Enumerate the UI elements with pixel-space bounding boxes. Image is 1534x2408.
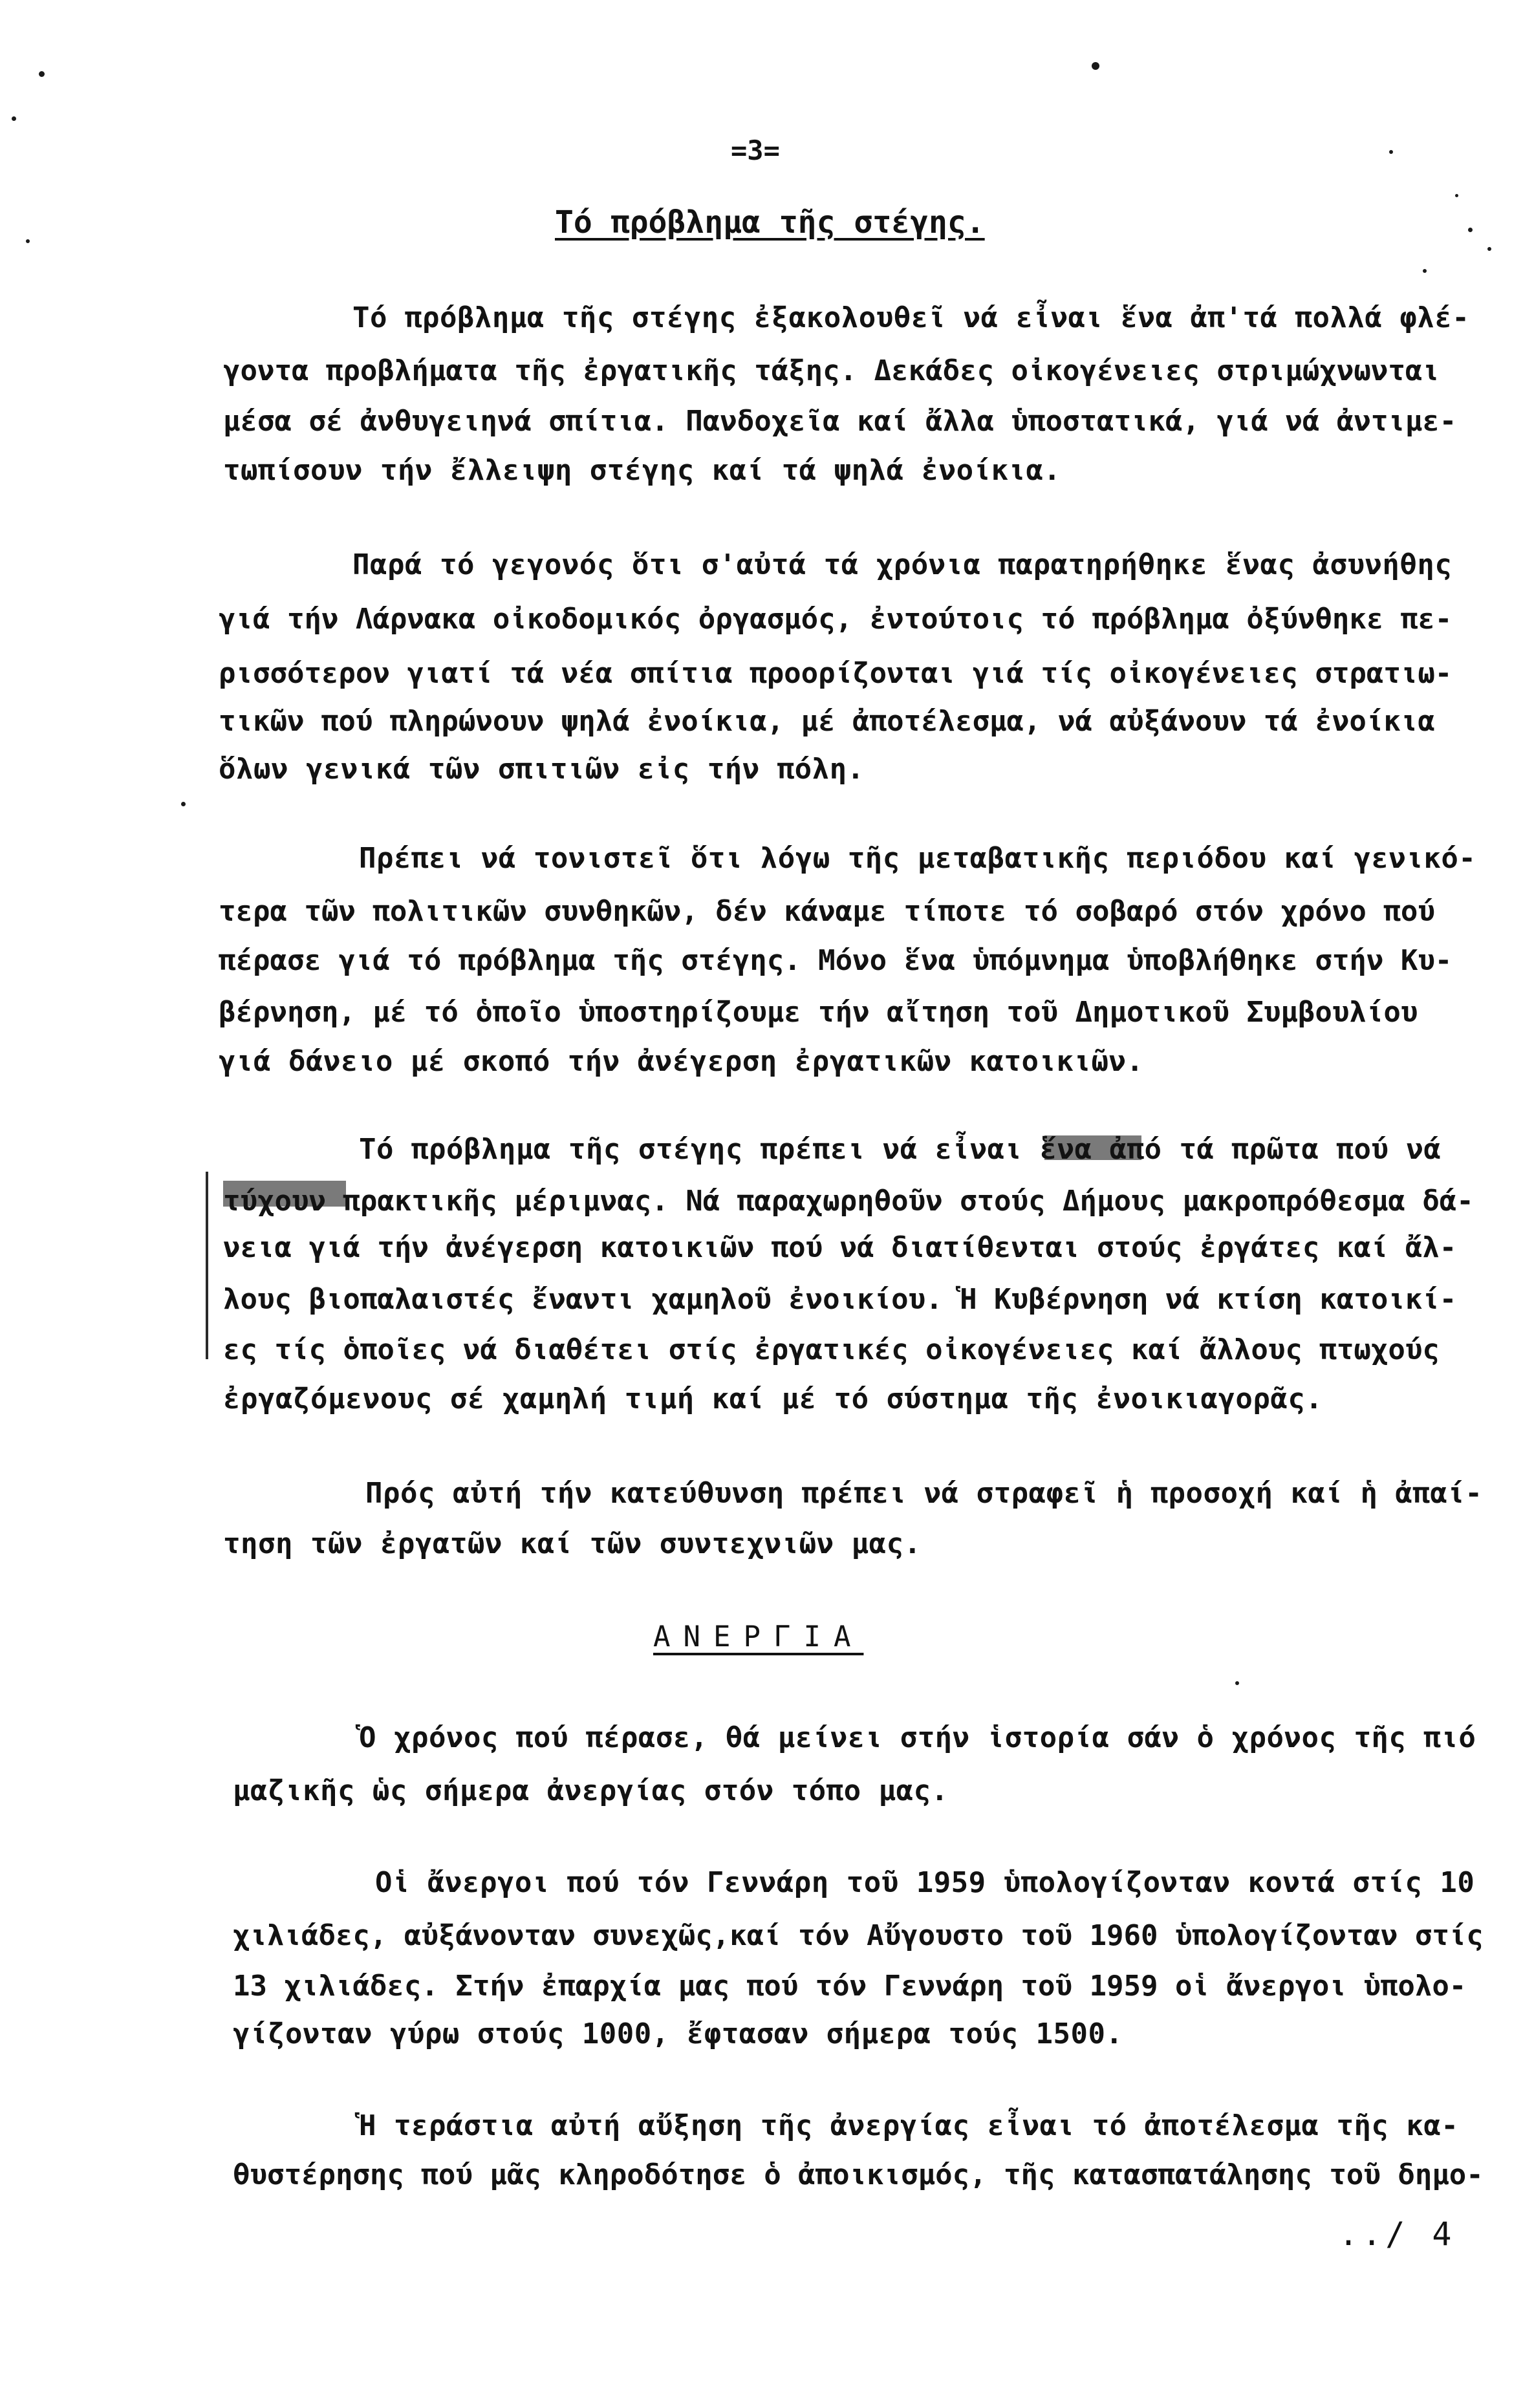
text-line: θυστέρησης πού μᾶς κληροδότησε ὁ ἀποικισμός, τῆς κατασπατάλησης τοῦ δημο- [233, 2158, 1484, 2191]
scan-speck [1092, 62, 1099, 70]
text-line: Πρός αὐτή τήν κατεύθυνση πρέπει νά στραφεῖ ἡ προσοχή καί ἡ ἀπαί- [365, 1477, 1483, 1510]
section-title-unemployment: ΑΝΕΡΓΙΑ [653, 1620, 864, 1653]
text-line: 13 χιλιάδες. Στήν ἐπαρχία μας πού τόν Γεννάρη τοῦ 1959 οἱ ἄνεργοι ὑπολο- [233, 1970, 1467, 2003]
section-title-housing: Τό πρόβλημα τῆς στέγης. [555, 204, 985, 241]
scan-speck [1235, 1681, 1239, 1685]
text-line: Οἱ ἄνεργοι πού τόν Γεννάρη τοῦ 1959 ὑπολογίζονταν κοντά στίς 10 [375, 1866, 1475, 1899]
scan-speck [1389, 150, 1393, 154]
text-line: ρισσότερον γιατί τά νέα σπίτια προορίζονται γιά τίς οἰκογένειες στρατιω- [219, 657, 1453, 690]
scan-speck [12, 116, 16, 121]
scan-speck [1487, 247, 1491, 251]
text-line: ες τίς ὁποῖες νά διαθέτει στίς ἐργατικές οἰκογένειες καί ἄλλους πτωχούς [223, 1333, 1440, 1366]
scan-speck [1423, 269, 1427, 273]
text-line: Ἡ τεράστια αὐτή αὔξηση τῆς ἀνεργίας εἶναι τό ἀποτέλεσμα τῆς κα- [359, 2109, 1459, 2142]
text-line: ὅλων γενικά τῶν σπιτιῶν εἰς τήν πόλη. [219, 753, 865, 786]
text-line: ἐργαζόμενους σέ χαμηλή τιμή καί μέ τό σύστημα τῆς ἐνοικιαγορᾶς. [223, 1382, 1323, 1415]
text-line: τωπίσουν τήν ἔλλειψη στέγης καί τά ψηλά ἐνοίκια. [223, 454, 1061, 487]
text-line: γοντα προβλήματα τῆς ἐργατικῆς τάξης. Δεκάδες οἰκογένειες στριμώχνωνται [223, 354, 1440, 387]
text-line: μέσα σέ ἀνθυγειηνά σπίτια. Πανδοχεῖα καί ἄλλα ὑποστατικά, γιά νά ἀντιμε- [223, 405, 1457, 438]
text-line: τικῶν πού πληρώνουν ψηλά ἐνοίκια, μέ ἀποτέλεσμα, νά αὐξάνουν τά ἐνοίκια [219, 705, 1435, 738]
margin-bracket [206, 1172, 208, 1359]
text-line: τηση τῶν ἐργατῶν καί τῶν συντεχνιῶν μας. [223, 1527, 922, 1560]
scan-speck [1468, 228, 1473, 232]
continuation-marker: ../ 4 [1339, 2215, 1456, 2253]
text-line: νεια γιά τήν ἀνέγερση κατοικιῶν πού νά διατίθενται στούς ἐργάτες καί ἄλ- [223, 1231, 1457, 1264]
scan-speck [181, 802, 186, 806]
scan-speck [1455, 194, 1458, 197]
text-line: πέρασε γιά τό πρόβλημα τῆς στέγης. Μόνο ἕνα ὑπόμνημα ὑποβλήθηκε στήν Κυ- [219, 944, 1453, 977]
text-line: Τό πρόβλημα τῆς στέγης ἐξακολουθεῖ νά εἶναι ἕνα ἀπ'τά πολλά φλέ- [352, 301, 1470, 334]
scan-speck [39, 71, 45, 77]
text-line: Ὁ χρόνος πού πέρασε, θά μείνει στήν ἱστορία σάν ὁ χρόνος τῆς πιό [359, 1721, 1476, 1754]
text-line: τύχουν πρακτικῆς μέριμνας. Νά παραχωρηθοῦν στούς Δήμους μακροπρόθεσμα δά- [223, 1185, 1474, 1218]
text-line: γιά τήν Λάρνακα οἰκοδομικός ὀργασμός, ἐντούτοις τό πρόβλημα ὀξύνθηκε πε- [219, 603, 1453, 636]
text-line: λους βιοπαλαιστές ἔναντι χαμηλοῦ ἐνοικίου. Ἡ Κυβέρνηση νά κτίση κατοικί- [223, 1283, 1457, 1316]
text-line: Τό πρόβλημα τῆς στέγης πρέπει νά εἶναι ἕνα ἀπό τά πρῶτα πού νά [359, 1133, 1442, 1166]
text-line: Παρά τό γεγονός ὅτι σ'αὐτά τά χρόνια παρατηρήθηκε ἕνας ἀσυνήθης [352, 548, 1453, 581]
text-line: χιλιάδες, αὐξάνονταν συνεχῶς,καί τόν Αὔγουστο τοῦ 1960 ὑπολογίζονταν στίς [233, 1919, 1484, 1952]
scan-speck [26, 239, 30, 243]
text-line: γίζονταν γύρω στούς 1000, ἔφτασαν σήμερα τούς 1500. [233, 2017, 1123, 2050]
text-line: τερα τῶν πολιτικῶν συνθηκῶν, δέν κάναμε τίποτε τό σοβαρό στόν χρόνο πού [219, 895, 1435, 928]
text-line: γιά δάνειο μέ σκοπό τήν ἀνέγερση ἐργατικῶν κατοικιῶν. [219, 1045, 1144, 1078]
text-line: Πρέπει νά τονιστεῖ ὅτι λόγω τῆς μεταβατικῆς περιόδου καί γενικό- [359, 842, 1476, 875]
page-number: =3= [731, 134, 780, 166]
text-line: μαζικῆς ὡς σήμερα ἀνεργίας στόν τόπο μας. [233, 1774, 949, 1807]
text-line: βέρνηση, μέ τό ὁποῖο ὑποστηρίζουμε τήν αἴτηση τοῦ Δημοτικοῦ Συμβουλίου [219, 996, 1418, 1029]
